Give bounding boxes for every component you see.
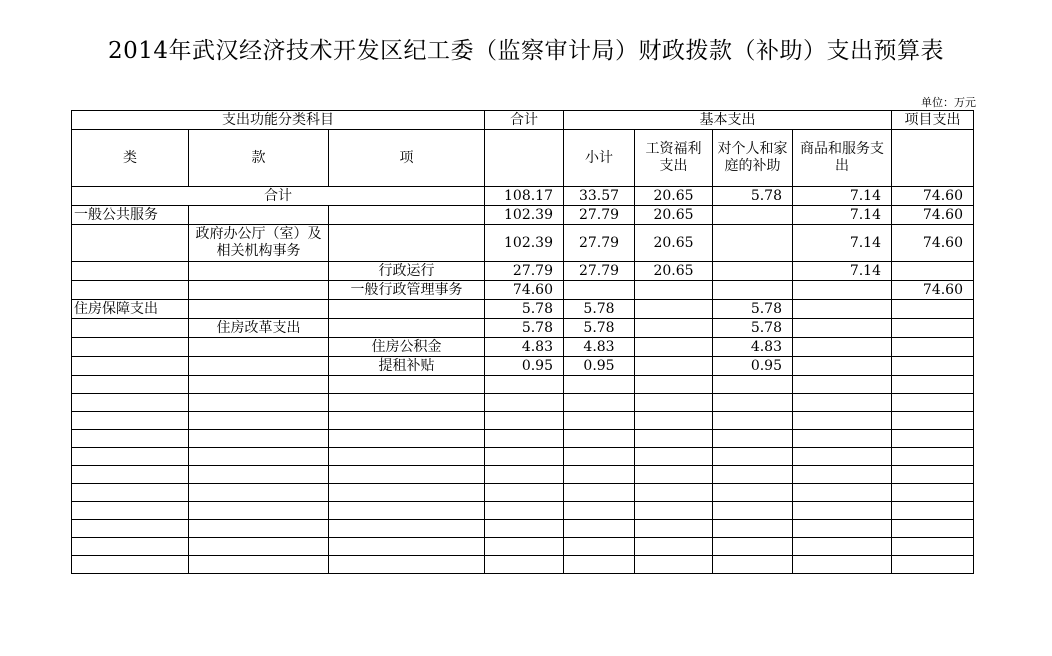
row-personal: 4.83 — [713, 338, 793, 357]
row-xiang — [329, 225, 485, 262]
row-total: 27.79 — [485, 262, 564, 281]
empty-cell — [485, 394, 564, 412]
empty-cell — [892, 430, 974, 448]
project-header: 项目支出 — [892, 111, 974, 130]
empty-cell — [72, 430, 189, 448]
empty-cell — [793, 448, 892, 466]
row-project — [892, 338, 974, 357]
empty-cell — [635, 394, 713, 412]
empty-cell — [564, 448, 635, 466]
empty-cell — [189, 556, 329, 574]
row-total: 102.39 — [485, 206, 564, 225]
empty-cell — [635, 430, 713, 448]
table-row — [72, 262, 974, 281]
row-lei — [72, 319, 189, 338]
empty-cell — [635, 502, 713, 520]
empty-cell — [713, 376, 793, 394]
budget-table — [71, 110, 974, 574]
empty-cell — [72, 520, 189, 538]
empty-cell — [635, 484, 713, 502]
empty-row — [72, 430, 974, 448]
row-project: 74.60 — [892, 281, 974, 300]
empty-cell — [635, 538, 713, 556]
empty-cell — [189, 520, 329, 538]
row-kuan — [189, 262, 329, 281]
empty-cell — [713, 448, 793, 466]
empty-cell — [713, 484, 793, 502]
row-subtotal: 0.95 — [564, 357, 635, 376]
empty-cell — [189, 430, 329, 448]
row-personal — [713, 281, 793, 300]
empty-cell — [329, 376, 485, 394]
empty-cell — [329, 466, 485, 484]
header-row-2 — [72, 130, 974, 187]
row-personal — [713, 262, 793, 281]
empty-cell — [72, 394, 189, 412]
empty-row — [72, 556, 974, 574]
empty-cell — [189, 412, 329, 430]
empty-cell — [564, 484, 635, 502]
table-row — [72, 319, 974, 338]
empty-cell — [635, 466, 713, 484]
row-lei — [72, 262, 189, 281]
empty-cell — [329, 394, 485, 412]
empty-cell — [329, 412, 485, 430]
row-project: 74.60 — [892, 187, 974, 206]
goods-header: 商品和服务支出 — [793, 130, 892, 187]
row-personal: 0.95 — [713, 357, 793, 376]
empty-cell — [713, 556, 793, 574]
row-subtotal: 27.79 — [564, 206, 635, 225]
empty-cell — [72, 412, 189, 430]
row-kuan — [189, 338, 329, 357]
xiang-header: 项 — [329, 130, 485, 187]
empty-cell — [635, 448, 713, 466]
empty-row — [72, 520, 974, 538]
empty-cell — [713, 412, 793, 430]
empty-cell — [892, 520, 974, 538]
empty-cell — [72, 376, 189, 394]
row-subtotal: 27.79 — [564, 262, 635, 281]
empty-row — [72, 466, 974, 484]
wages-header: 工资福利支出 — [635, 130, 713, 187]
kuan-header: 款 — [189, 130, 329, 187]
row-lei — [72, 281, 189, 300]
empty-row — [72, 448, 974, 466]
header-row-1 — [72, 111, 974, 130]
table-row — [72, 300, 974, 319]
empty-cell — [635, 520, 713, 538]
empty-cell — [635, 556, 713, 574]
row-project — [892, 319, 974, 338]
empty-cell — [564, 502, 635, 520]
row-kuan — [189, 300, 329, 319]
row-project: 74.60 — [892, 206, 974, 225]
empty-cell — [72, 502, 189, 520]
empty-row — [72, 484, 974, 502]
empty-cell — [564, 412, 635, 430]
empty-cell — [564, 394, 635, 412]
row-subtotal: 4.83 — [564, 338, 635, 357]
empty-cell — [892, 412, 974, 430]
empty-cell — [72, 484, 189, 502]
row-subtotal: 5.78 — [564, 319, 635, 338]
row-personal — [713, 225, 793, 262]
row-goods — [793, 357, 892, 376]
table-row — [72, 357, 974, 376]
empty-cell — [564, 466, 635, 484]
empty-cell — [485, 430, 564, 448]
empty-cell — [485, 502, 564, 520]
row-xiang — [329, 206, 485, 225]
empty-cell — [713, 502, 793, 520]
table-row — [72, 338, 974, 357]
unit-label: 单位：万元 — [921, 96, 976, 109]
table-row — [72, 225, 974, 262]
row-project: 74.60 — [892, 225, 974, 262]
empty-cell — [189, 484, 329, 502]
row-total: 0.95 — [485, 357, 564, 376]
empty-cell — [485, 376, 564, 394]
row-lei: 一般公共服务 — [72, 206, 189, 225]
row-xiang: 住房公积金 — [329, 338, 485, 357]
page-title: 2014年武汉经济技术开发区纪工委（监察审计局）财政拨款（补助）支出预算表 — [107, 38, 945, 64]
empty-row — [72, 538, 974, 556]
empty-cell — [892, 448, 974, 466]
row-subtotal: 5.78 — [564, 300, 635, 319]
empty-cell — [485, 466, 564, 484]
row-lei — [72, 338, 189, 357]
row-kuan — [189, 357, 329, 376]
row-personal: 5.78 — [713, 300, 793, 319]
row-goods — [793, 281, 892, 300]
empty-cell — [189, 538, 329, 556]
empty-cell — [329, 430, 485, 448]
basic-header: 基本支出 — [564, 111, 892, 130]
row-wages — [635, 319, 713, 338]
row-total: 108.17 — [485, 187, 564, 206]
row-goods: 7.14 — [793, 187, 892, 206]
row-goods: 7.14 — [793, 225, 892, 262]
empty-row — [72, 502, 974, 520]
empty-cell — [713, 394, 793, 412]
empty-cell — [892, 556, 974, 574]
row-wages — [635, 357, 713, 376]
row-total: 4.83 — [485, 338, 564, 357]
empty-cell — [485, 448, 564, 466]
empty-cell — [189, 376, 329, 394]
empty-cell — [793, 520, 892, 538]
personal-header: 对个人和家庭的补助 — [713, 130, 793, 187]
row-project — [892, 357, 974, 376]
empty-cell — [793, 394, 892, 412]
total-header: 合计 — [485, 111, 564, 130]
row-subtotal: 27.79 — [564, 225, 635, 262]
empty-cell — [793, 538, 892, 556]
empty-cell — [485, 556, 564, 574]
empty-cell — [329, 448, 485, 466]
empty-cell — [892, 376, 974, 394]
row-project — [892, 262, 974, 281]
empty-cell — [329, 502, 485, 520]
row-goods: 7.14 — [793, 262, 892, 281]
empty-cell — [564, 538, 635, 556]
empty-cell — [485, 484, 564, 502]
row-xiang: 一般行政管理事务 — [329, 281, 485, 300]
row-wages — [635, 300, 713, 319]
row-total: 5.78 — [485, 300, 564, 319]
empty-cell — [892, 502, 974, 520]
empty-cell — [892, 466, 974, 484]
empty-cell — [635, 376, 713, 394]
row-project — [892, 300, 974, 319]
table-row — [72, 187, 974, 206]
empty-cell — [793, 376, 892, 394]
row-merged-label: 合计 — [72, 187, 485, 206]
row-wages — [635, 281, 713, 300]
empty-cell — [189, 466, 329, 484]
lei-header: 类 — [72, 130, 189, 187]
empty-cell — [793, 502, 892, 520]
row-total: 5.78 — [485, 319, 564, 338]
row-kuan: 政府办公厅（室）及相关机构事务 — [189, 225, 329, 262]
subtotal-header: 小计 — [564, 130, 635, 187]
row-kuan: 住房改革支出 — [189, 319, 329, 338]
empty-cell — [329, 484, 485, 502]
func-category-header: 支出功能分类科目 — [72, 111, 485, 130]
empty-cell — [329, 556, 485, 574]
row-xiang — [329, 319, 485, 338]
empty-cell — [485, 538, 564, 556]
row-xiang: 行政运行 — [329, 262, 485, 281]
empty-cell — [485, 412, 564, 430]
row-personal: 5.78 — [713, 187, 793, 206]
table-row — [72, 206, 974, 225]
row-kuan — [189, 206, 329, 225]
empty-cell — [635, 412, 713, 430]
empty-cell — [329, 520, 485, 538]
row-total: 74.60 — [485, 281, 564, 300]
empty-row — [72, 376, 974, 394]
empty-cell — [189, 502, 329, 520]
row-lei: 住房保障支出 — [72, 300, 189, 319]
row-wages: 20.65 — [635, 262, 713, 281]
row-goods: 7.14 — [793, 206, 892, 225]
row-lei — [72, 357, 189, 376]
empty-cell — [564, 520, 635, 538]
empty-cell — [713, 520, 793, 538]
empty-row — [72, 412, 974, 430]
empty-cell — [72, 538, 189, 556]
empty-cell — [793, 484, 892, 502]
empty-cell — [793, 466, 892, 484]
row-wages — [635, 338, 713, 357]
empty-cell — [72, 448, 189, 466]
empty-cell — [713, 538, 793, 556]
empty-cell — [485, 520, 564, 538]
table-row — [72, 281, 974, 300]
row-wages: 20.65 — [635, 187, 713, 206]
row-subtotal: 33.57 — [564, 187, 635, 206]
empty-cell — [793, 556, 892, 574]
empty-cell — [892, 484, 974, 502]
row-wages: 20.65 — [635, 225, 713, 262]
empty-cell — [564, 376, 635, 394]
row-personal — [713, 206, 793, 225]
empty-cell — [564, 556, 635, 574]
empty-cell — [564, 430, 635, 448]
row-goods — [793, 319, 892, 338]
empty-cell — [793, 412, 892, 430]
project-blank-header — [892, 130, 974, 187]
empty-cell — [189, 394, 329, 412]
total-blank-header — [485, 130, 564, 187]
row-xiang: 提租补贴 — [329, 357, 485, 376]
empty-cell — [713, 466, 793, 484]
row-total: 102.39 — [485, 225, 564, 262]
row-kuan — [189, 281, 329, 300]
empty-cell — [189, 448, 329, 466]
row-lei — [72, 225, 189, 262]
row-goods — [793, 300, 892, 319]
empty-cell — [72, 466, 189, 484]
empty-cell — [713, 430, 793, 448]
empty-cell — [793, 430, 892, 448]
row-goods — [793, 338, 892, 357]
row-wages: 20.65 — [635, 206, 713, 225]
empty-cell — [72, 556, 189, 574]
row-personal: 5.78 — [713, 319, 793, 338]
empty-cell — [892, 394, 974, 412]
row-xiang — [329, 300, 485, 319]
empty-row — [72, 394, 974, 412]
row-subtotal — [564, 281, 635, 300]
empty-cell — [892, 538, 974, 556]
empty-cell — [329, 538, 485, 556]
